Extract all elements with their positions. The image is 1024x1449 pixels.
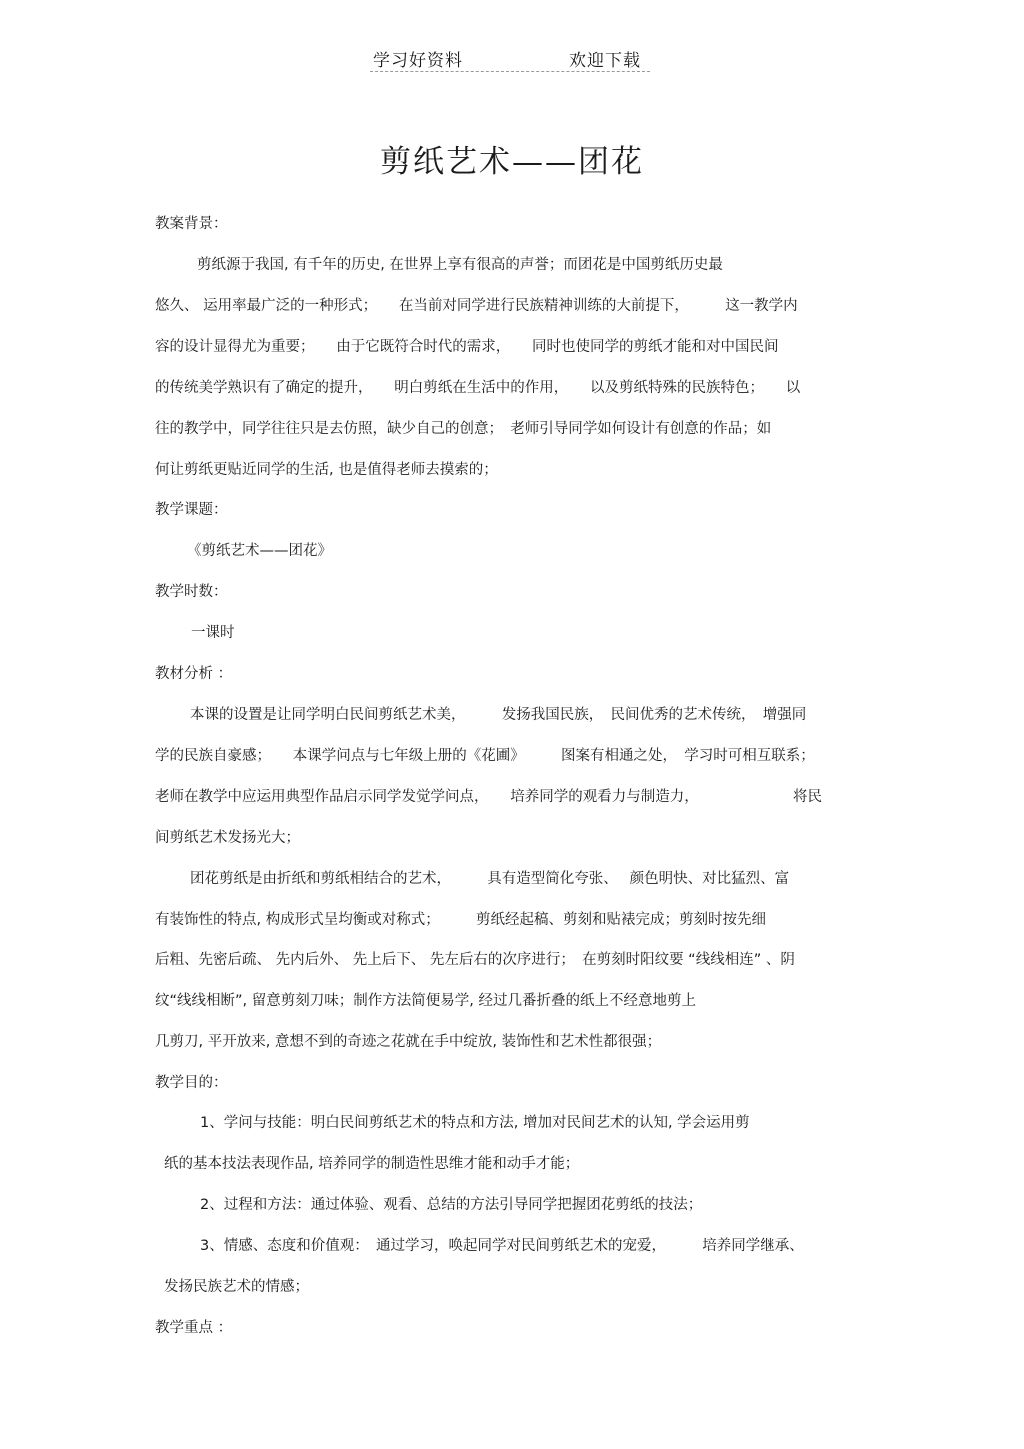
paragraph-line: 何让剪纸更贴近同学的生活, 也是值得老师去摸索的； xyxy=(155,462,498,478)
section-heading-key-points: 教学重点 ： xyxy=(155,1320,233,1336)
section-heading-analysis: 教材分析 ： xyxy=(155,666,233,682)
paragraph-line: 悠久、 运用率最广泛的一种形式； 在当前对同学进行民族精神训练的大前提下， 这一教学内 xyxy=(155,298,798,314)
paragraph-line: 后粗、先密后疏、 先内后外、 先上后下、 先左后右的次序进行； 在剪刻时阳纹要 “线线相连” 、阴 xyxy=(155,952,795,968)
objective-line: 3、情感、态度和价值观： 通过学习，唤起同学对民间剪纸艺术的宠爱， 培养同学继承、 xyxy=(200,1238,804,1254)
page-header xyxy=(0,46,1024,72)
header-divider xyxy=(370,71,650,72)
header-left-text: 学习好资料 xyxy=(373,51,463,71)
paragraph-line: 容的设计显得尤为重要； 由于它既符合时代的需求， 同时也使同学的剪纸才能和对中国民间 xyxy=(155,339,779,355)
section-heading-topic: 教学课题： xyxy=(155,502,228,518)
paragraph-line: 团花剪纸是由折纸和剪纸相结合的艺术， 具有造型简化夸张、 颜色明快、对比猛烈、富 xyxy=(190,871,790,887)
paragraph-line: 本课的设置是让同学明白民间剪纸艺术美， 发扬我国民族， 民间优秀的艺术传统， 增强同 xyxy=(190,707,807,723)
paragraph-line: 学的民族自豪感； 本课学问点与七年级上册的《花圃》 图案有相通之处， 学习时可相互联系； xyxy=(155,748,815,764)
paragraph-line: 的传统美学熟识有了确定的提升， 明白剪纸在生活中的作用， 以及剪纸特殊的民族特色； 以 xyxy=(155,380,801,396)
section-heading-hours: 教学时数： xyxy=(155,584,228,600)
objective-line: 纸的基本技法表现作品, 培养同学的制造性思维才能和动手才能； xyxy=(164,1156,580,1172)
header-right-text: 欢迎下载 xyxy=(569,51,641,71)
section-heading-objectives: 教学目的： xyxy=(155,1075,228,1091)
paragraph-line: 间剪纸艺术发扬光大； xyxy=(155,830,300,846)
hours-text: 一课时 xyxy=(191,625,235,641)
topic-text: 《剪纸艺术——团花》 xyxy=(187,543,332,559)
paragraph-line: 有装饰性的特点, 构成形式呈均衡或对称式； 剪纸经起稿、剪刻和贴裱完成；剪刻时按先细 xyxy=(155,912,766,928)
objective-line: 1、学问与技能：明白民间剪纸艺术的特点和方法, 增加对民间艺术的认知, 学会运用剪 xyxy=(200,1115,750,1131)
document-title: 剪纸艺术——团花 xyxy=(380,144,644,180)
paragraph-line: 往的教学中，同学往往只是去仿照，缺少自己的创意； 老师引导同学如何设计有创意的作品；如 xyxy=(155,421,772,437)
paragraph-line: 纹“线线相断”, 留意剪刻刀味；制作方法简便易学, 经过几番折叠的纸上不经意地剪上 xyxy=(155,993,696,1009)
objective-line: 2、过程和方法：通过体验、观看、总结的方法引导同学把握团花剪纸的技法； xyxy=(200,1197,703,1213)
section-heading-background: 教案背景： xyxy=(155,216,228,232)
paragraph-line: 剪纸源于我国, 有千年的历史, 在世界上享有很高的声誉；而团花是中国剪纸历史最 xyxy=(197,257,723,273)
objective-line: 发扬民族艺术的情感； xyxy=(164,1279,309,1295)
paragraph-line: 老师在教学中应运用典型作品启示同学发觉学问点， 培养同学的观看力与制造力， 将民 xyxy=(155,789,822,805)
paragraph-line: 几剪刀, 平开放来, 意想不到的奇迹之花就在手中绽放, 装饰性和艺术性都很强； xyxy=(155,1034,662,1050)
